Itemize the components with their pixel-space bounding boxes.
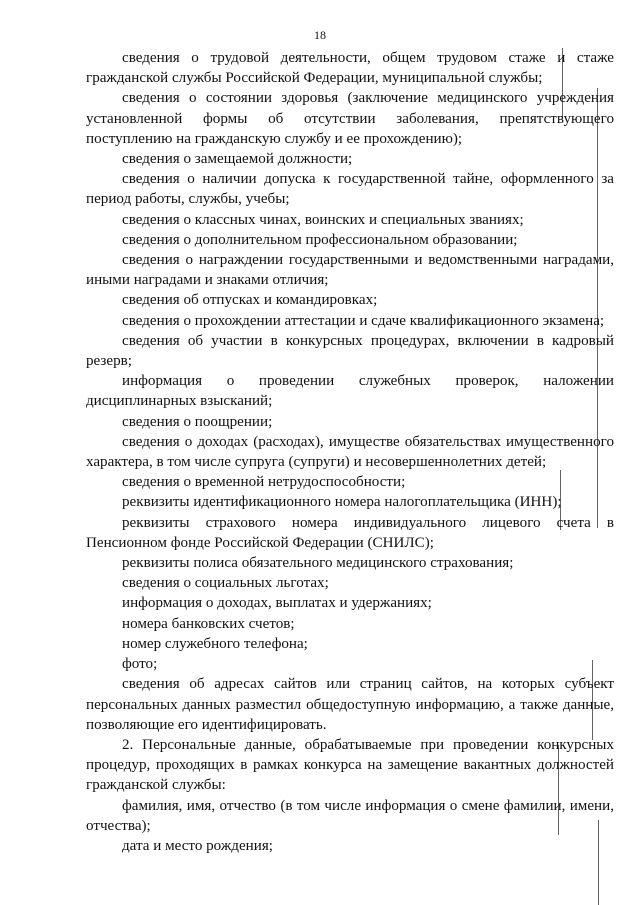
paragraph: фото; <box>122 656 158 673</box>
paragraph: сведения об участии в конкурсных процедурах, включении в кадровый резерв; <box>86 332 614 370</box>
paragraph: реквизиты идентификационного номера налогоплательщика (ИНН); <box>122 494 562 511</box>
paragraph: сведения о социальных льготах; <box>122 575 329 592</box>
paragraph: номер служебного телефона; <box>122 635 308 652</box>
paragraph: 2. Персональные данные, обрабатываемые при проведении конкурсных процедур, проходящих в рамках конкурса на замещение вакантных должностей гражданской службы: <box>86 736 614 794</box>
paragraph: сведения о доходах (расходах), имуществе обязательствах имущественного характера, в том числе супруга (супруги) и несовершеннолетних детей; <box>86 433 614 471</box>
paragraph: сведения о поощрении; <box>122 413 273 430</box>
paragraph: сведения о награждении государственными и ведомственными наградами, иными наградами и знаками отличия; <box>86 252 614 289</box>
paragraph: реквизиты полиса обязательного медицинского страхования; <box>122 555 514 572</box>
page-number: 18 <box>314 28 326 42</box>
paragraph: фамилия, имя, отчество (в том числе информация о смене фамилии, имени, отчества); <box>86 797 614 834</box>
paragraph: дата и место рождения; <box>122 837 273 854</box>
paragraph: сведения о дополнительном профессиональном образовании; <box>122 231 518 248</box>
paragraph: сведения об отпусках и командировках; <box>122 292 378 309</box>
paragraph: сведения о трудовой деятельности, общем трудовом стаже и стаже гражданской службы Российской Федерации, муниципальной службы; <box>86 50 614 87</box>
paragraph: сведения о временной нетрудоспособности; <box>122 474 406 491</box>
paragraph: сведения о прохождении аттестации и сдаче квалификационного экзамена; <box>122 312 605 329</box>
paragraph: сведения о наличии допуска к государственной тайне, оформленного за период работы, службы, учебы; <box>86 171 614 208</box>
document-body <box>86 48 614 856</box>
paragraph: информация о доходах, выплатах и удержаниях; <box>122 595 432 612</box>
paragraph: сведения о состоянии здоровья (заключение медицинского учреждения установленной формы об отсутствии заболевания, препятствующего поступлению на гражданскую службу и ее прохождению); <box>86 90 614 147</box>
paragraph: сведения об адресах сайтов или страниц сайтов, на которых субъект персональных данных разместил общедоступную информацию, а также данные, позволяющие его идентифицировать. <box>86 676 614 733</box>
paragraph: сведения о замещаемой должности; <box>122 151 353 168</box>
paragraph: информация о проведении служебных проверок, наложении дисциплинарных взысканий; <box>86 373 614 410</box>
paragraph: сведения о классных чинах, воинских и специальных званиях; <box>122 211 524 228</box>
paragraph: номера банковских счетов; <box>122 615 295 632</box>
paragraph: реквизиты страхового номера индивидуального лицевого счета в Пенсионном фонде Российской Федерации (СНИЛС); <box>86 514 614 551</box>
